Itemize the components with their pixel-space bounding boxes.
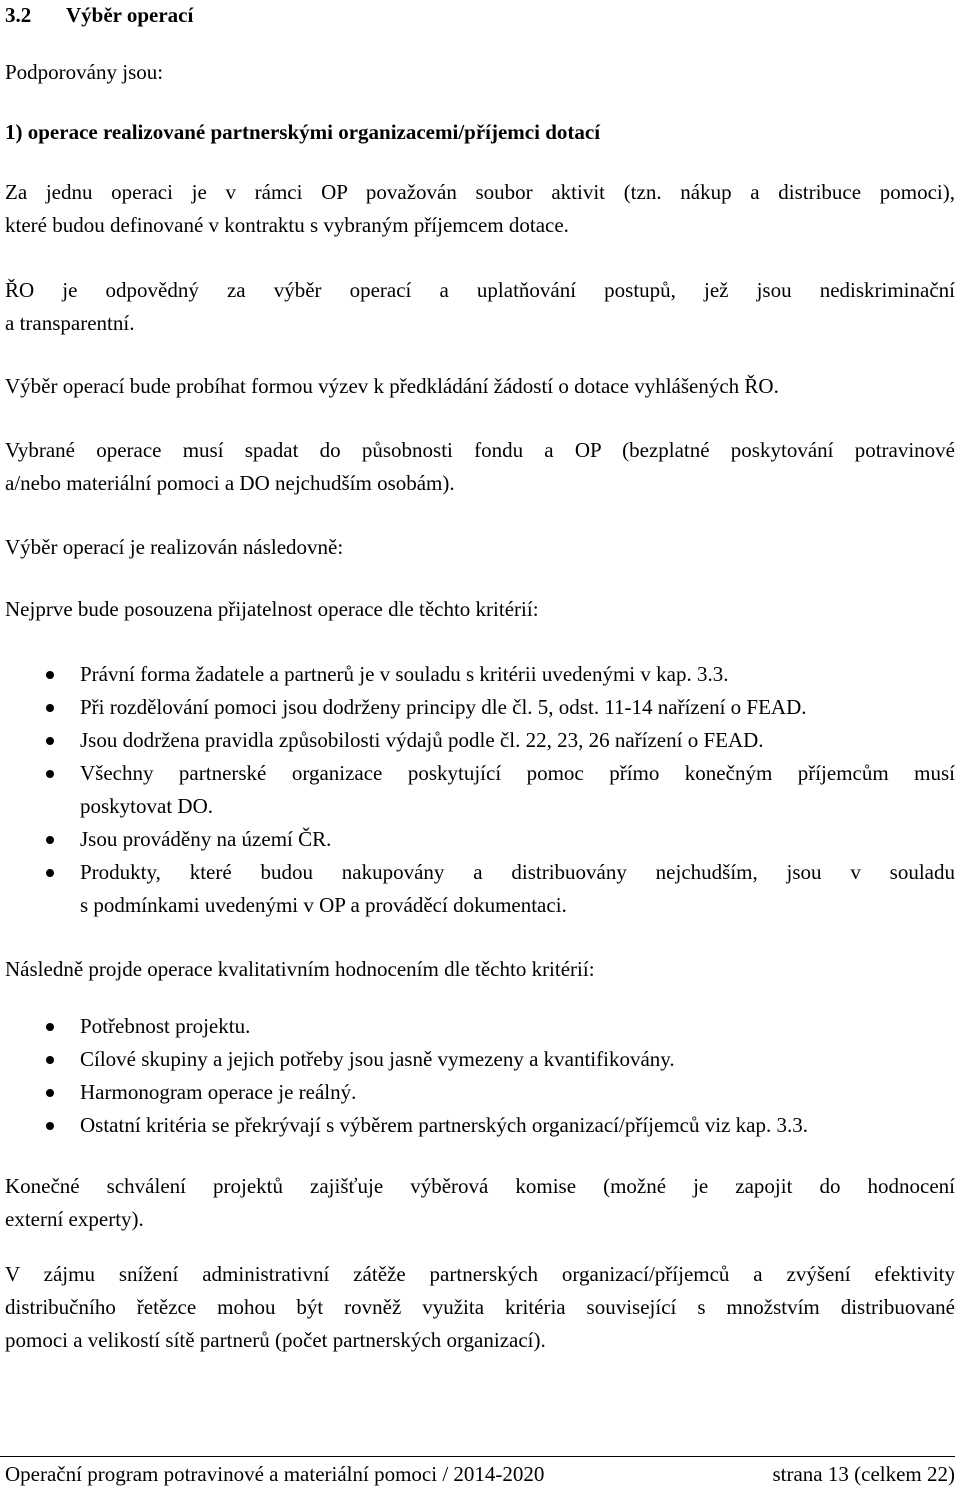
- paragraph-quality-intro: Následně projde operace kvalitativním hodnocením dle těchto kritérií:: [5, 957, 595, 981]
- list-item: Jsou prováděny na území ČR.: [5, 823, 955, 856]
- section-number: 3.2: [5, 3, 32, 27]
- paragraph-efficiency: V zájmu snížení administrativní zátěže partnerských organizací/příjemců a zvýšení efektivity distribučního řetězce mohou být rovněž využita kritéria související s množstvím distribuované pomoci a velikostí sítě partnerů (počet partnerských organizací).: [5, 1262, 955, 1352]
- list-item: Ostatní kritéria se překrývají s výběrem partnerských organizací/příjemců viz kap. 3.3.: [5, 1109, 955, 1142]
- list-item: Právní forma žadatele a partnerů je v souladu s kritérii uvedenými v kap. 3.3.: [5, 658, 955, 691]
- bullet-icon: [46, 1089, 54, 1097]
- paragraph-fund-scope: Vybrané operace musí spadat do působnosti fondu a OP (bezplatné poskytování potravinové a/nebo materiální pomoci a DO nejchudším osobám).: [5, 438, 955, 495]
- paragraph-operation-definition: Za jednu operaci je v rámci OP považován soubor aktivit (tzn. nákup a distribuce pomoci), které budou definované v kontraktu s vybraným příjemcem dotace.: [5, 180, 955, 237]
- bullet-icon: [46, 1122, 54, 1130]
- footer-page-number: strana 13 (celkem 22): [772, 1462, 955, 1486]
- page-footer: [0, 1456, 955, 1497]
- list-item: Všechny partnerské organizace poskytující pomoc přímo konečným příjemcům musí poskytovat DO.: [5, 757, 955, 823]
- section-title: Výběr operací: [66, 3, 194, 27]
- quality-criteria-list: [5, 1010, 955, 1142]
- list-item: Jsou dodržena pravidla způsobilosti výdajů podle čl. 22, 23, 26 nařízení o FEAD.: [5, 724, 955, 757]
- list-item: Při rozdělování pomoci jsou dodrženy principy dle čl. 5, odst. 11-14 nařízení o FEAD.: [5, 691, 955, 724]
- paragraph-selection-process: Výběr operací je realizován následovně:: [5, 535, 344, 559]
- bullet-icon: [46, 1056, 54, 1064]
- bullet-icon: [46, 737, 54, 745]
- list-item: Harmonogram operace je reálný.: [5, 1076, 955, 1109]
- list-item: Cílové skupiny a jejich potřeby jsou jasně vymezeny a kvantifikovány.: [5, 1043, 955, 1076]
- paragraph-final-approval: Konečné schválení projektů zajišťuje výběrová komise (možné je zapojit do hodnocení externí experty).: [5, 1174, 955, 1231]
- bullet-icon: [46, 836, 54, 844]
- footer-program-title: Operační program potravinové a materiální pomoci / 2014-2020: [5, 1462, 545, 1486]
- paragraph-eligibility-intro: Nejprve bude posouzena přijatelnost operace dle těchto kritérií:: [5, 597, 539, 621]
- list-item: Potřebnost projektu.: [5, 1010, 955, 1043]
- list-item: Produkty, které budou nakupovány a distribuovány nejchudším, jsou v souladu s podmínkami uvedenými v OP a prováděcí dokumentaci.: [5, 856, 955, 922]
- section-heading: [5, 2, 193, 28]
- bullet-icon: [46, 869, 54, 877]
- bullet-icon: [46, 1023, 54, 1031]
- paragraph-selection-calls: Výběr operací bude probíhat formou výzev k předkládání žádostí o dotace vyhlášených ŘO.: [5, 374, 779, 398]
- paragraph-operation-type: 1) operace realizované partnerskými organizacemi/příjemci dotací: [5, 120, 601, 144]
- paragraph-ro-responsibility: ŘO je odpovědný za výběr operací a uplatňování postupů, jež jsou nediskriminační a transparentní.: [5, 278, 955, 335]
- paragraph-supported: Podporovány jsou:: [5, 60, 164, 84]
- eligibility-criteria-list: [5, 658, 955, 922]
- bullet-icon: [46, 671, 54, 679]
- bullet-icon: [46, 770, 54, 778]
- bullet-icon: [46, 704, 54, 712]
